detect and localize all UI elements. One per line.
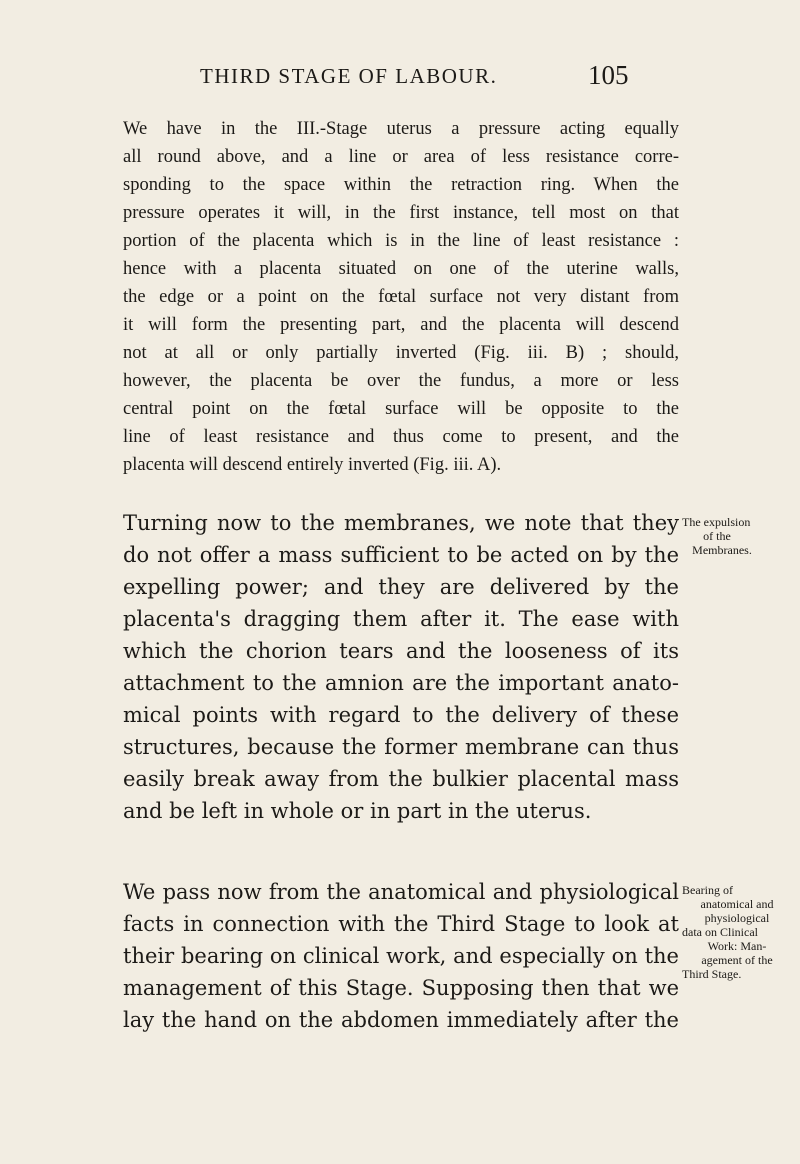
sidenote-line: Bearing of (682, 883, 733, 897)
page-number: 105 (588, 60, 629, 90)
text-line: sponding to the space within the retraction ring. When the (123, 175, 679, 195)
sidenote-line: The expulsion (682, 515, 751, 529)
text-line: do not offer a mass sufficient to be acted on by the (123, 543, 679, 567)
sidenote-line: Third Stage. (682, 967, 742, 981)
text-line: We have in the III.-Stage uterus a pressure acting equally (123, 119, 679, 139)
sidenote-line: anatomical and (700, 897, 774, 911)
sidenote-line: data on Clinical (682, 925, 758, 939)
text-line: and be left in whole or in part in the uterus. (123, 799, 592, 823)
text-line: not at all or only partially inverted (Fig. iii. B) ; should, (123, 343, 679, 363)
running-head-title: THIRD STAGE OF LABOUR. (200, 64, 498, 88)
text-line: placenta will descend entirely inverted (Fig. iii. A). (123, 455, 502, 475)
text-line: the edge or a point on the fœtal surface not very distant from (123, 287, 679, 307)
sidenote-line: physiological (704, 911, 770, 925)
text-line: it will form the presenting part, and the placenta will descend (123, 315, 679, 335)
text-line: lay the hand on the abdomen immediately after the (123, 1008, 679, 1032)
text-line: management of this Stage. Supposing then that we (123, 976, 679, 1000)
text-line: facts in connection with the Third Stage to look at (123, 912, 679, 936)
text-line: however, the placenta be over the fundus, a more or less (123, 371, 679, 391)
sidenote-expulsion-of-membranes (682, 515, 792, 557)
sidenote-line: agement of the (701, 953, 773, 967)
text-line: placenta's dragging them after it. The ease with (123, 607, 679, 631)
text-line: hence with a placenta situated on one of the uterine walls, (123, 259, 679, 279)
text-line: line of least resistance and thus come to present, and the (123, 427, 679, 447)
text-line: portion of the placenta which is in the line of least resistance : (123, 231, 679, 251)
text-line: which the chorion tears and the looseness of its (123, 639, 679, 663)
text-line: their bearing on clinical work, and especially on the (123, 944, 679, 968)
running-head (0, 60, 800, 96)
text-line: central point on the fœtal surface will be opposite to the (123, 399, 679, 419)
sidenote-line: of the (703, 529, 731, 543)
text-line: easily break away from the bulkier placental mass (123, 767, 679, 791)
sidenote-line: Membranes. (692, 543, 752, 557)
text-line: structures, because the former membrane can thus (123, 735, 679, 759)
text-line: Turning now to the membranes, we note that they (123, 511, 679, 535)
text-line: all round above, and a line or area of less resistance corre- (123, 147, 679, 167)
text-line: expelling power; and they are delivered by the (123, 575, 679, 599)
sidenote-line: Work: Man- (707, 939, 767, 953)
text-line: mical points with regard to the delivery of these (123, 703, 679, 727)
text-line: attachment to the amnion are the important anato- (123, 671, 679, 695)
text-line: pressure operates it will, in the first instance, tell most on that (123, 203, 679, 223)
sidenote-bearing-on-clinical-work (682, 883, 792, 981)
text-line: We pass now from the anatomical and physiological (123, 880, 679, 904)
